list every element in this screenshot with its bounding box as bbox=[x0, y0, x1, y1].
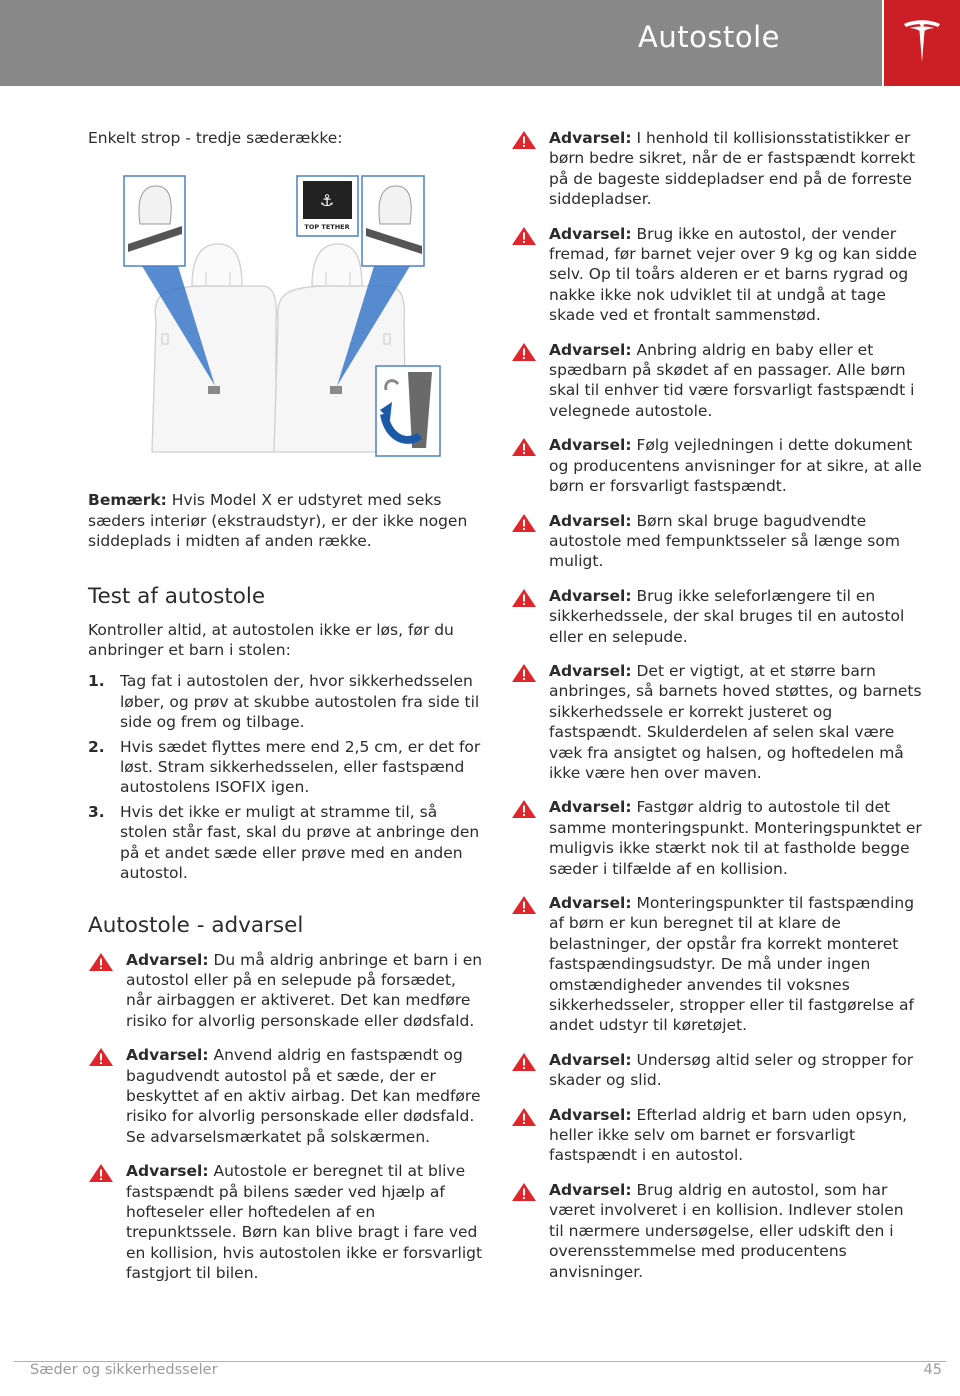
warning-text: Monteringspunkter til fastspænding af børn er kun beregnet til at klare de belastninger, der opstår fra korrekt monteret fastspændingsudstyr. De må under ingen omstændigheder anvendes til voksnes sikkerhedsseler, stropper eller til fastgørelse af andet udstyr til køretøjet. bbox=[549, 894, 915, 1035]
warning-triangle-icon bbox=[511, 893, 549, 919]
warning-item bbox=[511, 340, 923, 422]
right-column bbox=[523, 128, 923, 1296]
step-text: Hvis sædet flyttes mere end 2,5 cm, er det for løst. Stram sikkerhedsselen, eller fastspænd autostolens ISOFIX igen. bbox=[120, 737, 481, 797]
anchor-icon: ⚓ bbox=[319, 191, 335, 211]
page-title: Autostole bbox=[638, 20, 780, 54]
warning-text: Børn skal bruge bagudvendte autostole med fempunktsseler så længe som muligt. bbox=[549, 511, 900, 571]
warning-item bbox=[511, 224, 923, 326]
warning-item bbox=[511, 128, 923, 210]
warning-label: Advarsel: bbox=[126, 1046, 209, 1065]
warning-item bbox=[511, 893, 923, 1036]
warning-label: Advarsel: bbox=[126, 1162, 209, 1181]
warning-item bbox=[511, 435, 923, 496]
warning-item bbox=[511, 1180, 923, 1282]
warning-text: Fastgør aldrig to autostole til det samme monteringspunkt. Monteringspunktet er muligvis ikke stærkt nok til at fastholde begge sæder i tilfælde af en kollision. bbox=[549, 798, 922, 878]
warning-text: Anbring aldrig en baby eller et spædbarn på skødet af en passager. Alle børn skal til enhver tid være forsvarligt fastspændt i velegnede autostole. bbox=[549, 340, 915, 420]
warning-text: Følg vejledningen i dette dokument og producentens anvisninger for at sikre, at alle børn er forsvarligt fastspændt. bbox=[549, 436, 922, 496]
step-number: 3. bbox=[88, 802, 105, 821]
step-number: 1. bbox=[88, 672, 105, 691]
top-tether-diagram bbox=[122, 174, 442, 460]
note-label: Bemærk: bbox=[88, 491, 167, 510]
warning-item bbox=[511, 797, 923, 879]
warning-text: Undersøg altid seler og stropper for skader og slid. bbox=[549, 1050, 914, 1090]
warning-triangle-icon bbox=[511, 797, 549, 823]
warning-triangle-icon bbox=[88, 1045, 126, 1071]
warning-triangle-icon bbox=[88, 1161, 126, 1187]
note-text: Hvis Model X er udstyret med seks sæders interiør (ekstraudstyr), er der ikke nogen siddeplads i midten af anden række. bbox=[88, 491, 468, 551]
warning-item bbox=[511, 661, 923, 783]
warning-triangle-icon bbox=[511, 661, 549, 687]
note-paragraph bbox=[88, 490, 483, 551]
warning-text: Det er vigtigt, at et større barn anbringes, så barnets hoved støttes, og barnets sikkerhedssele er korrekt justeret og fastspændt. Skulderdelen af selen skal være væk fra ansigtet og halsen, og hoftedelen må ikke være hen over maven. bbox=[549, 661, 922, 782]
warning-text: Anvend aldrig en fastspændt og bagudvendt autostol på et sæde, der er beskyttet af en aktiv airbag. Det kan medføre risiko for alvorlig personskade eller dødsfald. Se advarselsmærkatet på solskærmen. bbox=[126, 1046, 481, 1146]
warning-item bbox=[88, 1161, 483, 1283]
warning-text: Autostole er beregnet til at blive fastspændt på bilens sæder ved hjælp af hofteseler eller hoftedelen af en trepunktssele. Børn kan blive bragt i fare ved en kollision, hvis autostolen ikke er forsvarligt fastgjort til bilen. bbox=[126, 1162, 483, 1283]
warning-item bbox=[88, 1045, 483, 1147]
warning-label: Advarsel: bbox=[549, 798, 632, 817]
warning-triangle-icon bbox=[511, 435, 549, 461]
warning-label: Advarsel: bbox=[126, 950, 209, 969]
list-item bbox=[88, 737, 483, 798]
warning-triangle-icon bbox=[511, 1050, 549, 1076]
footer-section-title: Sæder og sikkerhedsseler bbox=[30, 1362, 218, 1378]
header-bar bbox=[0, 0, 882, 86]
step-number: 2. bbox=[88, 737, 105, 756]
warning-triangle-icon bbox=[511, 340, 549, 366]
warning-item bbox=[511, 586, 923, 647]
heading-child-seat-warnings: Autostole - advarsel bbox=[88, 912, 304, 938]
warning-label: Advarsel: bbox=[549, 340, 632, 359]
warning-label: Advarsel: bbox=[549, 1105, 632, 1124]
warning-label: Advarsel: bbox=[549, 894, 632, 912]
warning-label: Advarsel: bbox=[549, 586, 632, 605]
warning-triangle-icon bbox=[511, 1180, 549, 1206]
warning-label: Advarsel: bbox=[549, 1180, 632, 1199]
step-text: Tag fat i autostolen der, hvor sikkerhedsselen løber, og prøv at skubbe autostolen fra side til side og frem og tilbage. bbox=[120, 672, 480, 732]
warning-item bbox=[88, 950, 483, 1032]
warning-label: Advarsel: bbox=[549, 129, 632, 147]
list-item bbox=[88, 802, 483, 884]
test-steps-list bbox=[88, 671, 483, 883]
warning-label: Advarsel: bbox=[549, 511, 632, 530]
page-number: 45 bbox=[923, 1362, 942, 1378]
tesla-logo-icon bbox=[902, 18, 942, 64]
warning-label: Advarsel: bbox=[549, 661, 632, 680]
step-text: Hvis det ikke er muligt at stramme til, så stolen står fast, skal du prøve at anbringe den på et andet sæde eller prøve med en anden autostol. bbox=[120, 802, 480, 883]
warning-text: Brug ikke seleforlængere til en sikkerhedssele, der skal bruges til en autostol eller en selepude. bbox=[549, 586, 905, 646]
brand-logo bbox=[884, 0, 960, 86]
warning-item bbox=[511, 1105, 923, 1166]
top-tether-label: TOP TETHER bbox=[304, 223, 350, 232]
warning-label: Advarsel: bbox=[549, 224, 632, 243]
warning-text: Brug aldrig en autostol, som har været involveret i en kollision. Indlever stolen til nærmere undersøgelse, eller udskift den i overensstemmelse med producentens anvisninger. bbox=[549, 1180, 904, 1281]
list-item bbox=[88, 671, 483, 732]
warning-text: Efterlad aldrig et barn uden opsyn, heller ikke selv om barnet er forsvarligt fastspændt i en autostol. bbox=[549, 1105, 908, 1165]
warning-triangle-icon bbox=[511, 128, 549, 154]
test-intro: Kontroller altid, at autostolen ikke er løs, før du anbringer et barn i stolen: bbox=[88, 620, 454, 660]
heading-test-child-seats: Test af autostole bbox=[88, 583, 266, 609]
warning-triangle-icon bbox=[511, 586, 549, 612]
warning-triangle-icon bbox=[511, 224, 549, 250]
warning-label: Advarsel: bbox=[549, 436, 632, 455]
warning-label: Advarsel: bbox=[549, 1050, 632, 1069]
warning-item bbox=[511, 1050, 923, 1091]
warning-text: Brug ikke en autostol, der vender fremad, før barnet vejer over 9 kg og kan sidde selv. Op til toårs alderen er et barns rygrad og nakke ikke nok udviklet til at undgå at tage skade ved et frontalt sammenstød. bbox=[549, 224, 918, 325]
figure-intro: Enkelt strop - tredje sæderække: bbox=[88, 129, 343, 147]
warning-text: I henhold til kollisionsstatistikker er børn bedre sikret, når de er fastspændt korrekt på de bageste siddepladser end på de forreste siddepladser. bbox=[549, 129, 916, 209]
warning-text: Du må aldrig anbringe et barn i en autostol eller på en selepude på forsædet, når airbaggen er aktiveret. Det kan medføre risiko for alvorlig personskade eller dødsfald. bbox=[126, 950, 483, 1030]
warning-triangle-icon bbox=[511, 1105, 549, 1131]
warning-item bbox=[511, 511, 923, 572]
warning-triangle-icon bbox=[511, 511, 549, 537]
warning-triangle-icon bbox=[88, 950, 126, 976]
left-column bbox=[88, 128, 483, 1298]
